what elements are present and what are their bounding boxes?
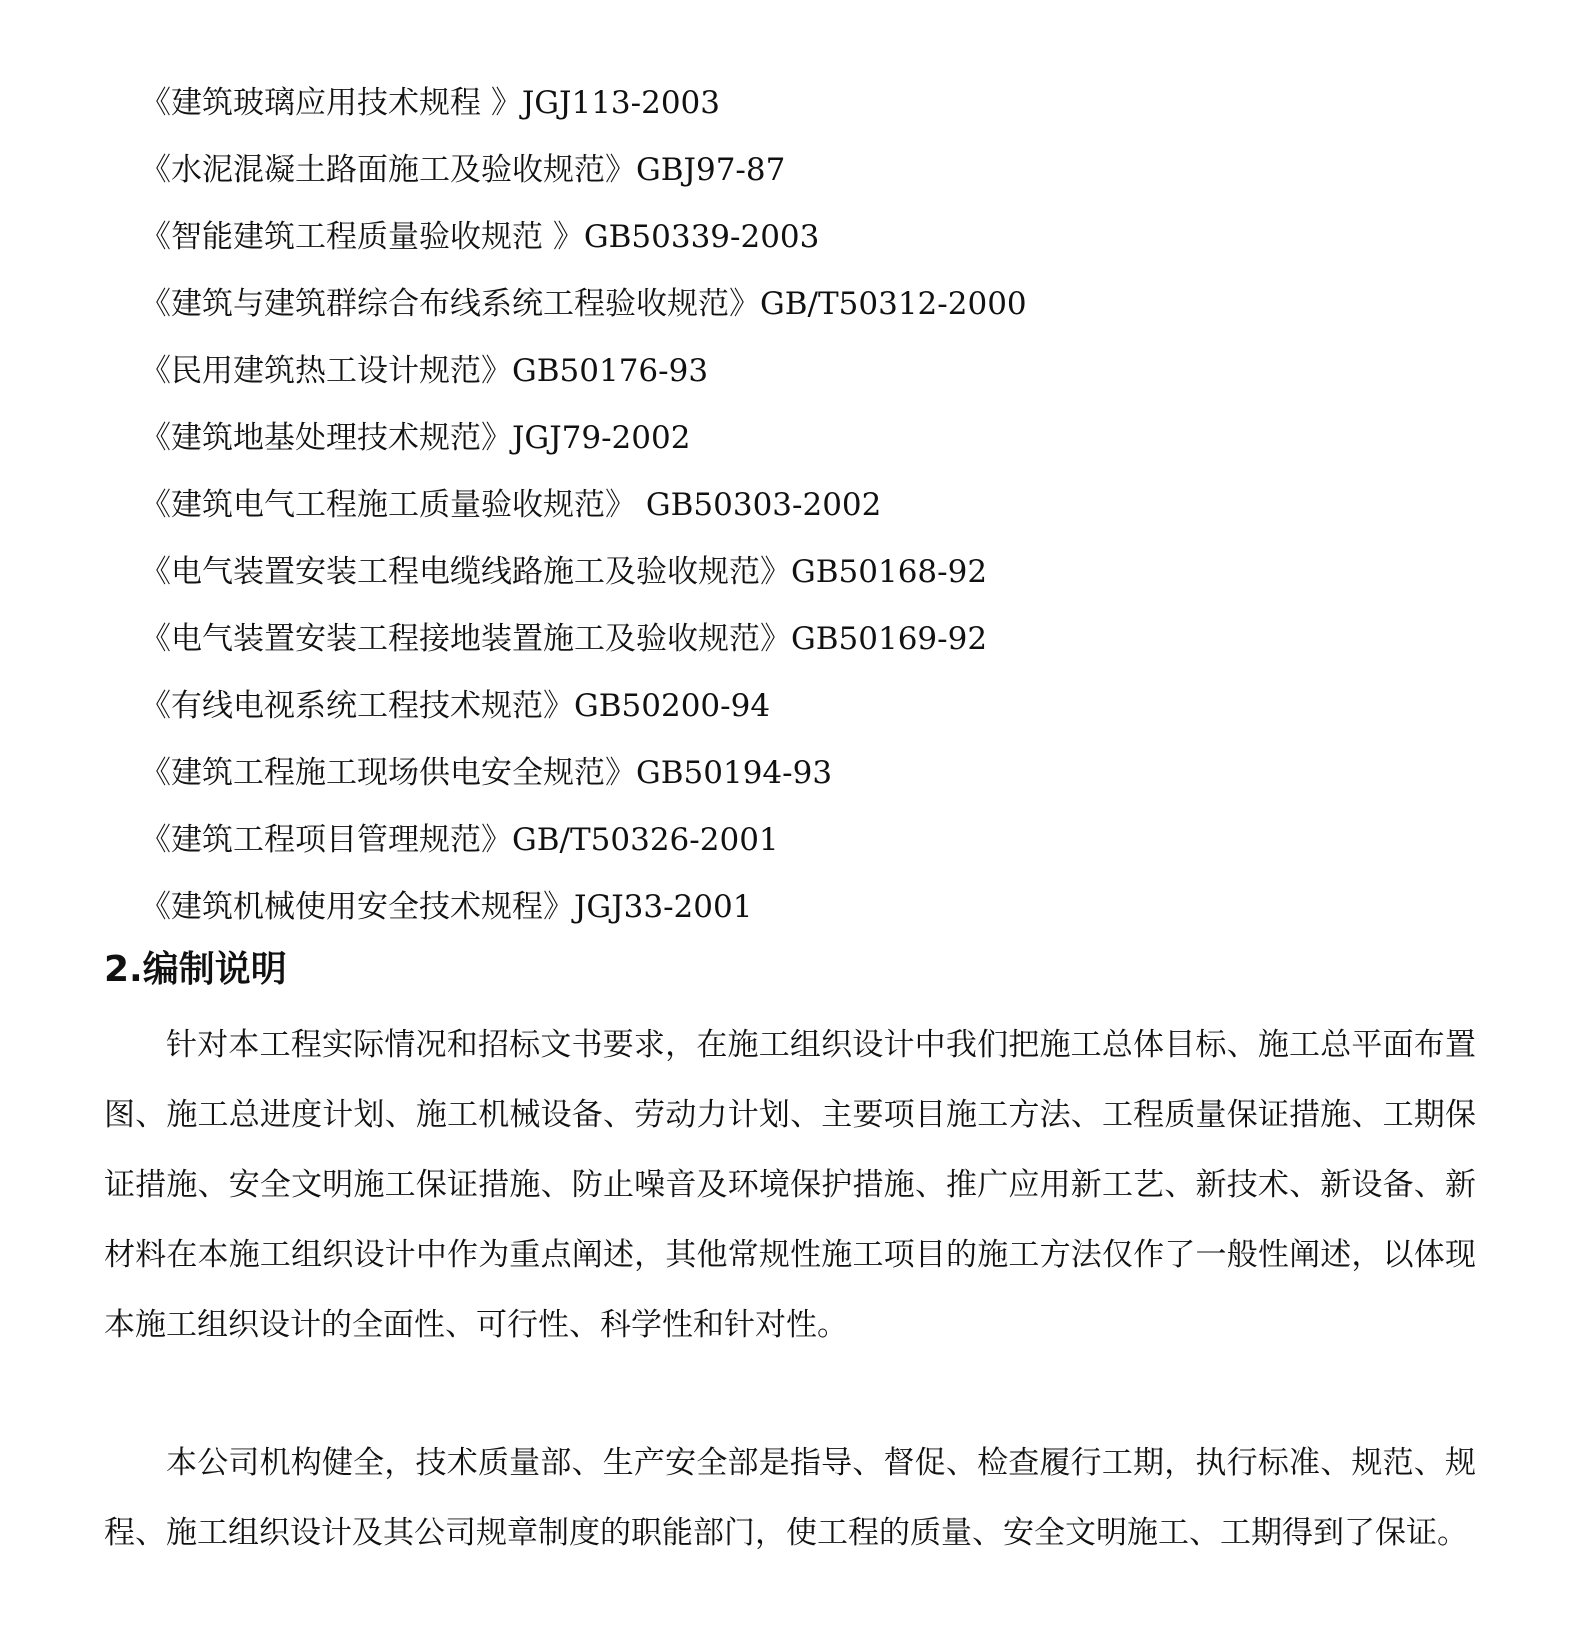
reference-item: 《建筑与建筑群综合布线系统工程验收规范》GB/T50312-2000 <box>140 286 1027 322</box>
reference-item: 《建筑工程施工现场供电安全规范》GB50194-93 <box>140 755 833 791</box>
reference-item: 《建筑玻璃应用技术规程 》JGJ113-2003 <box>140 85 721 121</box>
body-paragraph: 本公司机构健全，技术质量部、生产安全部是指导、督促、检查履行工期，执行标准、规范、规程、施工组织设计及其公司规章制度的职能部门，使工程的质量、安全文明施工、工期得到了保证。 <box>104 1445 1476 1551</box>
reference-item: 《有线电视系统工程技术规范》GB50200-94 <box>140 688 771 724</box>
reference-item: 《建筑工程项目管理规范》GB/T50326-2001 <box>140 822 779 858</box>
reference-item: 《建筑机械使用安全技术规程》JGJ33-2001 <box>140 889 753 925</box>
reference-item: 《电气装置安装工程电缆线路施工及验收规范》GB50168-92 <box>140 554 988 590</box>
reference-standards-list <box>140 70 1027 941</box>
reference-item: 《电气装置安装工程接地装置施工及验收规范》GB50169-92 <box>140 621 988 657</box>
reference-item: 《水泥混凝土路面施工及验收规范》GBJ97-87 <box>140 152 786 188</box>
reference-item: 《建筑电气工程施工质量验收规范》 GB50303-2002 <box>140 487 882 523</box>
reference-item: 《建筑地基处理技术规范》JGJ79-2002 <box>140 420 691 456</box>
body-paragraph: 针对本工程实际情况和招标文书要求，在施工组织设计中我们把施工总体目标、施工总平面布置图、施工总进度计划、施工机械设备、劳动力计划、主要项目施工方法、工程质量保证措施、工期保证措施、安全文明施工保证措施、防止噪音及环境保护措施、推广应用新工艺、新技术、新设备、新材料在本施工组织设计中作为重点阐述，其他常规性施工项目的施工方法仅作了一般性阐述，以体现本施工组织设计的全面性、可行性、科学性和针对性。 <box>104 1027 1476 1343</box>
section-heading: 2.编制说明 <box>104 949 287 990</box>
reference-item: 《民用建筑热工设计规范》GB50176-93 <box>140 353 709 389</box>
reference-item: 《智能建筑工程质量验收规范 》GB50339-2003 <box>140 219 820 255</box>
